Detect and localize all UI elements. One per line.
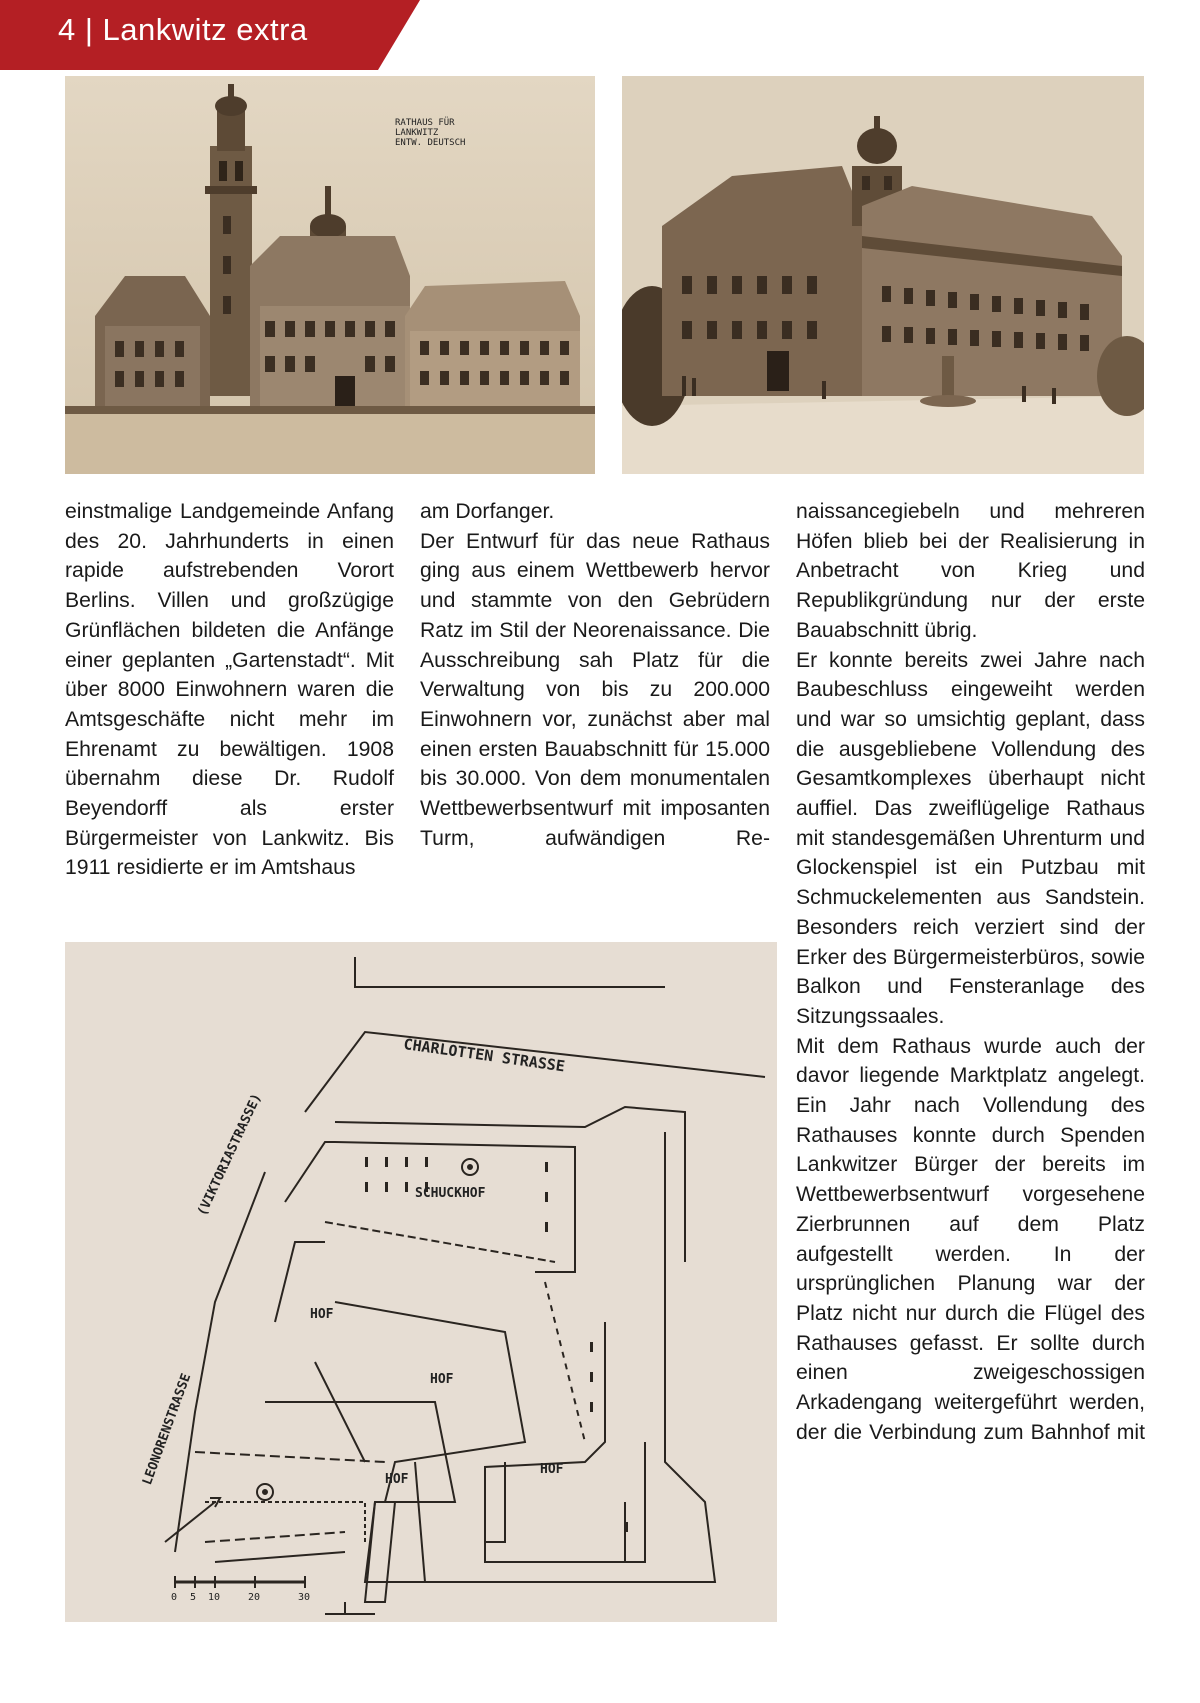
paragraph: Der Entwurf für das neue Rathaus ging aus einem Wettbewerb hervor und stammte von den Gebrüdern Ratz im Stil der Neorenaissance. Die Ausschreibung sah Platz für die Verwaltung von bis zu 200.000 Einwohnern vor, zunächst aber mal einen ersten Bauabschnitt für 15.000 bis 30.000. Von dem monumentalen Wettbewerbsentwurf mit imposanten Turm, aufwändigen Re-	[420, 529, 770, 850]
street-label-viktoriastrasse: (VIKTORIASTRASSE)	[195, 1091, 265, 1219]
photo-competition-drawing	[65, 76, 595, 474]
text-column-2	[420, 497, 770, 853]
scale-tick-30: 30	[298, 1592, 311, 1603]
floor-plan	[65, 942, 777, 1622]
scale-tick-10: 10	[208, 1592, 221, 1603]
street-label-leonorenstrasse: LEONORENSTRASSE	[140, 1371, 195, 1488]
paragraph: am Dorfanger.	[420, 500, 555, 523]
scale-tick-20: 20	[248, 1592, 261, 1603]
court-label-hof-3: HOF	[385, 1472, 409, 1487]
court-label-schuckhof: SCHUCKHOF	[415, 1186, 486, 1201]
court-label-hof-1: HOF	[310, 1307, 334, 1322]
text-column-3	[796, 497, 1145, 1448]
court-label-hof-4: HOF	[540, 1462, 564, 1477]
section-title: 4 | Lankwitz extra	[58, 12, 308, 47]
text-column-1	[65, 497, 394, 883]
paragraph: Er konnte bereits zwei Jahre nach Baubeschluss eingeweiht werden und war so umsichtig geplant, dass die ausgebliebene Vollendung des Gesamtkomplexes überhaupt nicht auffiel. Das zweiflügelige Rathaus mit standesgemäßen Uhrenturm und Glockenspiel ist ein Putzbau mit Schmuckelementen aus Sandstein. Besonders reich verziert sind der Erker des Bürgermeisterbüros, sowie Balkon und Fensteranlage des Sitzungssaales.	[796, 648, 1145, 1028]
court-label-hof-2: HOF	[430, 1372, 454, 1387]
paragraph: naissancegiebeln und mehreren Höfen blieb bei der Realisierung in Anbetracht von Krieg und Republikgründung nur der erste Bauabschnitt übrig.	[796, 500, 1145, 642]
drawing-caption: RATHAUS FÜR LANKWITZ ENTW. DEUTSCH	[395, 118, 466, 148]
photo-town-hall	[622, 76, 1144, 474]
scale-tick-0: 0	[171, 1592, 178, 1603]
paragraph: einstmalige Landgemeinde Anfang des 20. Jahrhunderts in einen rapide aufstrebenden Vorort Berlins. Villen und großzügige Grünflächen bildeten die Anfänge einer geplanten „Gartenstadt“. Mit über 8000 Einwohnern waren die Amtsgeschäfte nicht mehr im Ehrenamt zu bewältigen. 1908 übernahm diese Dr. Rudolf Beyendorff als erster Bürgermeister von Lankwitz. Bis 1911 residierte er im Amtshaus	[65, 500, 394, 880]
section-header	[0, 0, 420, 70]
street-label-charlottenstrasse: CHARLOTTEN STRASSE	[402, 1035, 566, 1076]
paragraph: Mit dem Rathaus wurde auch der davor liegende Marktplatz angelegt. Ein Jahr nach Vollendung des Rathauses konnte durch Spenden Lankwitzer Bürger der bereits im Wettbewerbsentwurf vorgesehene Zierbrunnen auf dem Platz aufgestellt werden. In der ursprünglichen Planung war der Platz nicht nur durch die Flügel des Rathauses gefasst. Er sollte durch einen zweigeschossigen Arkadengang weitergeführt werden, der die Verbindung zum Bahnhof mit	[796, 1034, 1145, 1444]
scale-tick-5: 5	[190, 1592, 197, 1603]
